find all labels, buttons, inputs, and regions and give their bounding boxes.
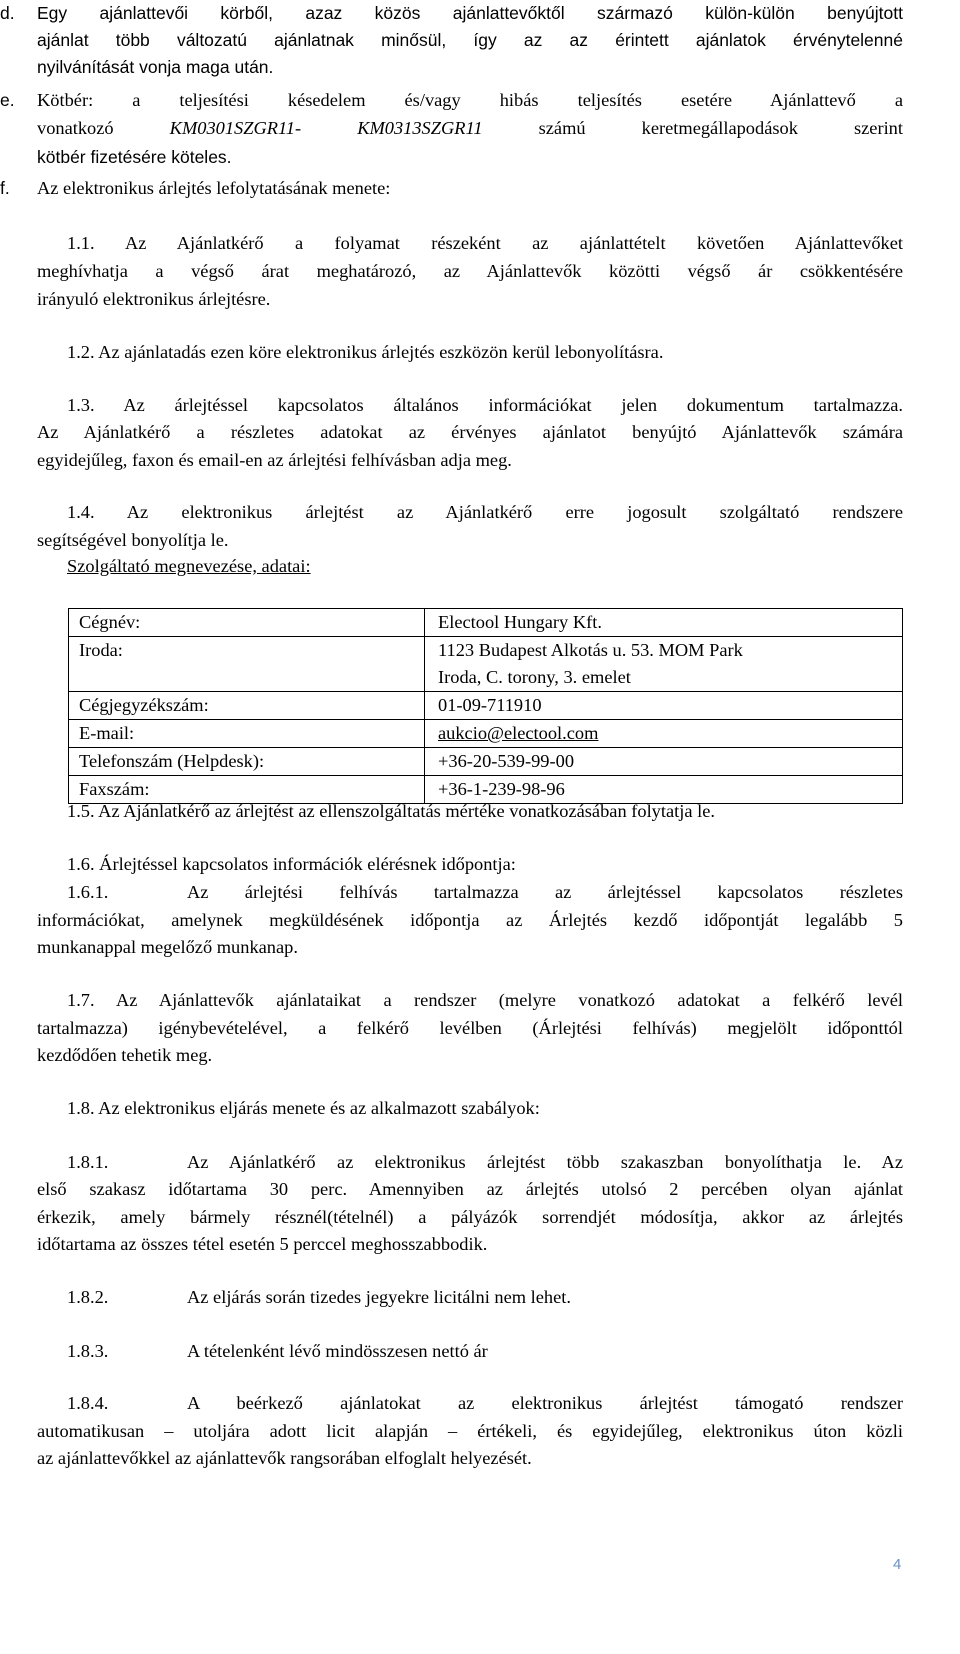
section-1-5: 1.5. Az Ajánlatkérő az árlejtést az ellenszolgáltatás mértéke vonatkozásában folytatja le. (67, 801, 715, 821)
section-1-8-4-line-1: A beérkező ajánlatokat az elektronikus árlejtést támogató rendszer (187, 1393, 903, 1413)
section-1-4-line-1: 1.4. Az elektronikus árlejtést az Ajánlatkérő erre jogosult szolgáltató rendszere (67, 502, 903, 522)
item-e-marker: e. (0, 90, 15, 110)
section-1-3-line-3: egyidejűleg, faxon és email-en az árlejtési felhívásban adja meg. (37, 450, 512, 470)
provider-label: E-mail: (69, 720, 425, 748)
section-1-1-line-2: meghívhatja a végső árat meghatározó, az Ajánlattevők közötti végső ár csökkentésére (37, 261, 903, 281)
section-1-8: 1.8. Az elektronikus eljárás menete és az alkalmazott szabályok: (67, 1098, 540, 1118)
table-row (69, 692, 903, 720)
section-1-6-1-line-2: információkat, amelynek megküldésének időpontja az Árlejtés kezdő időpontját legalább 5 (37, 910, 903, 930)
section-1-8-2-text: Az eljárás során tizedes jegyekre licitálni nem lehet. (187, 1287, 571, 1307)
section-1-6-1-number: 1.6.1. (67, 882, 109, 902)
section-1-8-1-line-2: első szakasz időtartama 30 perc. Amennyiben az árlejtés utolsó 2 percében olyan ajánlat (37, 1179, 903, 1199)
framework-agreement-codes: KM0301SZGR11- KM0313SZGR11 (169, 118, 483, 138)
item-d-line-2: ajánlat több változatú ajánlatnak minősül, így az az érintett ajánlatok érvénytelenné (37, 30, 903, 50)
section-1-1-line-3: irányuló elektronikus árlejtésre. (37, 289, 271, 309)
section-1-6-1-line-1: Az árlejtési felhívás tartalmazza az árlejtéssel kapcsolatos részletes (187, 882, 903, 902)
section-1-8-4-number: 1.8.4. (67, 1393, 109, 1413)
table-row (69, 720, 903, 748)
provider-value: Electool Hungary Kft. (425, 609, 903, 637)
provider-value (425, 720, 903, 748)
section-1-8-3-text: A tételenként lévő mindösszesen nettó ár (187, 1341, 488, 1361)
item-e-line-3: kötbér fizetésére köteles. (37, 147, 232, 167)
table-row (69, 609, 903, 637)
item-e-line-2-pre: vonatkozó (37, 118, 170, 138)
provider-label: Cégnév: (69, 609, 425, 637)
provider-label: Iroda: (69, 637, 425, 692)
section-1-8-2-number: 1.8.2. (67, 1287, 109, 1307)
provider-table (68, 608, 903, 804)
section-1-6: 1.6. Árlejtéssel kapcsolatos információk elérésnek időpontja: (67, 854, 516, 874)
item-e-line-2 (37, 118, 903, 139)
provider-label: Cégjegyzékszám: (69, 692, 425, 720)
section-1-3-line-1: 1.3. Az árlejtéssel kapcsolatos általános információkat jelen dokumentum tartalmazza. (67, 395, 903, 415)
section-1-8-1-line-3: érkezik, amely bármely résznél(tételnél) a pályázók sorrendjét módosítja, akkor az árlejtés (37, 1207, 903, 1227)
provider-value: 01-09-711910 (425, 692, 903, 720)
provider-value: +36-1-239-98-96 (425, 776, 903, 804)
section-1-3-line-2: Az Ajánlatkérő a részletes adatokat az érvényes ajánlatot benyújtó Ajánlattevők számára (37, 422, 903, 442)
section-1-2: 1.2. Az ajánlatadás ezen köre elektronikus árlejtés eszközön kerül lebonyolításra. (67, 342, 664, 362)
section-1-1-line-1: 1.1. Az Ajánlatkérő a folyamat részeként az ajánlattételt követően Ajánlattevőket (67, 233, 903, 253)
provider-heading: Szolgáltató megnevezése, adatai: (67, 556, 311, 576)
email-link[interactable]: aukcio@electool.com (438, 723, 599, 743)
table-row (69, 776, 903, 804)
section-1-8-1-number: 1.8.1. (67, 1152, 109, 1172)
provider-label: Faxszám: (69, 776, 425, 804)
provider-value (425, 637, 903, 692)
section-1-7-line-1: 1.7. Az Ajánlattevők ajánlataikat a rendszer (melyre vonatkozó adatokat a felkérő levél (67, 990, 903, 1010)
page-number: 4 (893, 1556, 902, 1573)
item-d-line-3: nyilvánítását vonja maga után. (37, 57, 274, 77)
section-1-8-1-line-4: időtartama az összes tétel esetén 5 perccel meghosszabbodik. (37, 1234, 488, 1254)
section-1-8-3-number: 1.8.3. (67, 1341, 109, 1361)
office-address-line-1: 1123 Budapest Alkotás u. 53. MOM Park (438, 640, 743, 660)
item-e-line-1: Kötbér: a teljesítési késedelem és/vagy hibás teljesítés esetére Ajánlattevő a (37, 90, 903, 110)
section-1-6-1-line-3: munkanappal megelőző munkanap. (37, 937, 298, 957)
section-1-4-line-2: segítségével bonyolítja le. (37, 530, 229, 550)
section-1-8-4-line-2: automatikusan – utoljára adott licit alapján – értékeli, és egyidejűleg, elektronikus úton közli (37, 1421, 903, 1441)
section-1-7-line-3: kezdődően tehetik meg. (37, 1045, 213, 1065)
table-row (69, 748, 903, 776)
section-1-8-1-line-1: Az Ajánlatkérő az elektronikus árlejtést több szakaszban bonyolíthatja le. Az (187, 1152, 903, 1172)
section-1-8-4-line-3: az ajánlattevőkkel az ajánlattevők rangsorában elfoglalt helyezését. (37, 1448, 532, 1468)
provider-label: Telefonszám (Helpdesk): (69, 748, 425, 776)
table-row (69, 637, 903, 692)
item-d-line-1: Egy ajánlattevői körből, azaz közös ajánlattevőktől származó külön-külön benyújtott (37, 3, 903, 23)
item-f-heading: Az elektronikus árlejtés lefolytatásának menete: (37, 178, 391, 198)
provider-value: +36-20-539-99-00 (425, 748, 903, 776)
section-1-7-line-2: tartalmazza) igénybevételével, a felkérő levélben (Árlejtési felhívás) megjelölt időponttól (37, 1018, 903, 1038)
item-e-line-2-post: számú keretmegállapodások szerint (482, 118, 903, 138)
item-d-marker: d. (0, 3, 15, 23)
item-f-marker: f. (0, 178, 10, 198)
office-address-line-2: Iroda, C. torony, 3. emelet (438, 667, 631, 687)
